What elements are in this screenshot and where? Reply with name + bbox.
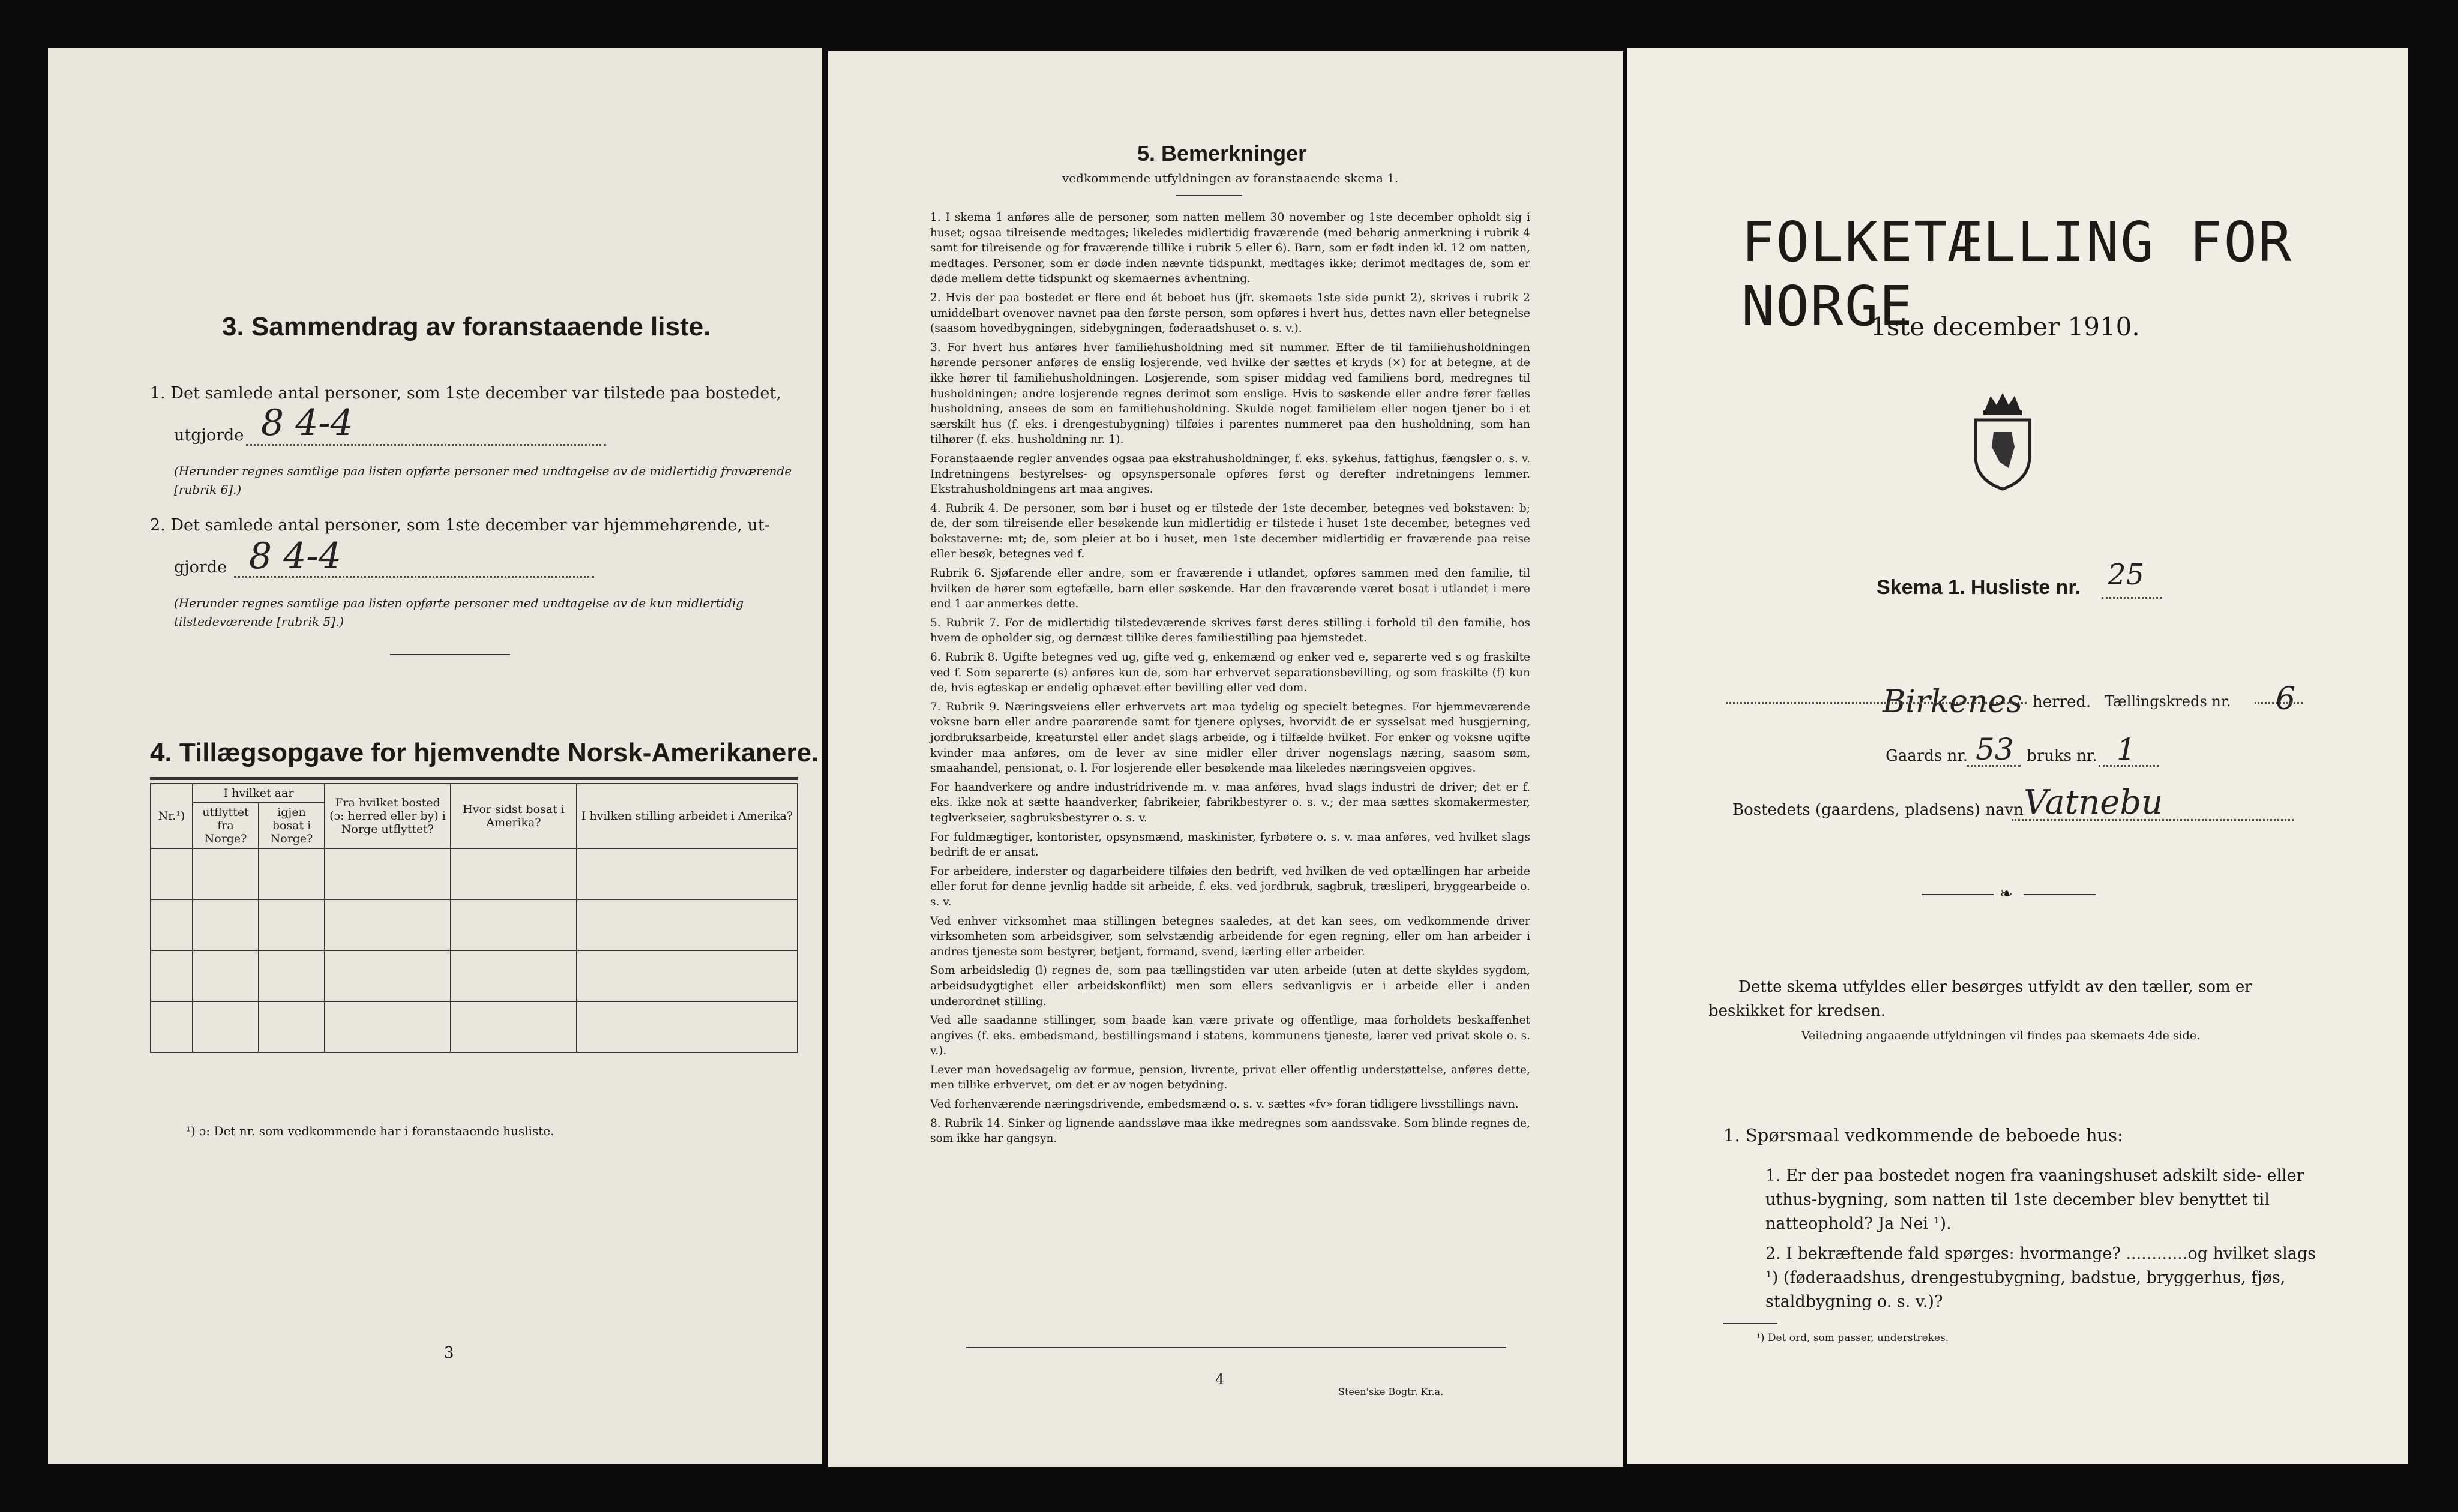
- col-stilling: I hvilken stilling arbeidet i Amerika?: [577, 784, 798, 848]
- q1-note: (Herunder regnes samtlige paa listen opførte personer med undtagelse av de midlertidig fraværende [rubrik 6].): [174, 464, 792, 497]
- col-group-year: I hvilket aar: [193, 784, 325, 803]
- remarks-body: [930, 210, 1530, 1150]
- remark-paragraph: For arbeidere, inderster og dagarbeidere tilføies den bedrift, ved hvilken de ved optællingen har arbeide eller forut for denne jevnlig hadde sit arbeide, f. eks. ved jordbruk, sagbruk, træsliperi, bryggearbeide o. s. v.: [930, 865, 1530, 908]
- page-number: 3: [444, 1344, 454, 1362]
- remark-paragraph: For haandverkere og andre industridrivende m. v. maa anføres, hvad slags industri de driver; det er f. eks. ikke nok at sætte haandverker, fabrikeier, fabrikbestyrer o. s. v.; der maa sættes skomakermester, teglverkseier, sagbruksbestyrer o. s. v.: [930, 781, 1530, 824]
- col-utflyttet: utflyttet fra Norge?: [193, 803, 259, 848]
- remark-paragraph: Ved alle saadanne stillinger, som baade kan være private og offentlige, maa forholdets beskaffenhet angives (f. eks. embedsmand, bestillingsmand i statens, kommunens tjeneste, lærer ved privat skole o. s. v.).: [930, 1014, 1530, 1058]
- remark-paragraph: Som arbeidsledig (l) regnes de, som paa tællingstiden var uten arbeide (uten at dette skyldes sygdom, arbeidsudygtighet eller arbeidskonflikt) men som ellers sedvanligvis er i arbeide eller i anden underordnet stilling.: [930, 964, 1530, 1008]
- col-igjen: igjen bosat i Norge?: [259, 803, 325, 848]
- herred-dotline: [1726, 702, 2027, 704]
- remark-paragraph: Ved forhenværende næringsdrivende, embedsmænd o. s. v. sættes «fv» foran tidligere livsstillings navn.: [930, 1098, 1519, 1111]
- page-right: [1627, 48, 2408, 1464]
- q1-prefix: utgjorde: [174, 426, 244, 445]
- section-3-title: 3. Sammendrag av foranstaaende liste.: [222, 312, 711, 341]
- table-top-rule: [150, 777, 798, 780]
- bruks-dotline: [2099, 765, 2159, 767]
- bruks-label: bruks nr.: [2027, 747, 2097, 765]
- gaards-dotline: [1967, 765, 2021, 767]
- herred-label: herred.: [2033, 693, 2091, 711]
- q2-prefix: gjorde: [174, 558, 227, 577]
- bosted-value: Vatnebu: [2024, 783, 2163, 822]
- q1-handwritten-count: 8 4-4: [261, 402, 353, 444]
- printer-credit: Steen'ske Bogtr. Kr.a.: [1338, 1386, 1444, 1397]
- kreds-value: 6: [2276, 681, 2296, 717]
- q1-text: 1. Det samlede antal personer, som 1ste december var tilstede paa bostedet,: [150, 384, 781, 403]
- page-middle: [828, 51, 1623, 1467]
- remark-paragraph: For fuldmægtiger, kontorister, opsynsmænd, maskinister, fyrbøtere o. s. v. maa anføres, ved hvilket slags bedrift de er ansat.: [930, 830, 1530, 859]
- divider: [390, 654, 510, 655]
- gaards-label: Gaards nr.: [1886, 747, 1968, 765]
- guide-note: Veiledning angaaende utfyldningen vil findes paa skemaets 4de side.: [1801, 1029, 2201, 1042]
- col-fra: Fra hvilket bosted (ɔ: herred eller by) i Norge utflyttet?: [325, 784, 451, 848]
- page-number: 4: [1215, 1371, 1225, 1388]
- remark-paragraph: 6. Rubrik 8. Ugifte betegnes ved ug, gifte ved g, enkemænd og enker ved e, separerte ved s og fraskilte ved f. Som separerte (s) anføres kun de, som har erhvervet separationsbevilling, og som fraskilte (f) kun de, hvis egteskap er endelig ophævet efter bevilling eller ved dom.: [930, 651, 1530, 695]
- footnote-rule: [1723, 1323, 1777, 1324]
- herred-value: Birkenes: [1883, 684, 2022, 720]
- remark-paragraph: 7. Rubrik 9. Næringsveiens eller erhvervets art maa tydelig og specielt betegnes. For hjemmeværende voksne barn eller andre paarørende samt for tjenere oplyses, hvorvidt de er sysselsat med husgjerning, jordbruksarbeide, kreaturstel eller andet slags arbeide, og i tilfælde hvilket. For enker og voksne ugifte kvinder maa anføres, om de lever av sine midler eller driver nogenslags næring, saasom søm, smaahandel, pensionat, o. l. For losjerende eller besøkende maa likeledes næringsveien opgives.: [930, 700, 1530, 775]
- q1-dotline: [246, 444, 606, 446]
- q2-dotline: [234, 576, 594, 578]
- census-title: FOLKETÆLLING FOR NORGE: [1741, 210, 2293, 338]
- remark-paragraph: Rubrik 6. Sjøfarende eller andre, som er fraværende i utlandet, opføres sammen med den familie, til hvilken de hører som egtefælle, barn eller søskende. Har den fraværende været bosat i utlandet i mere end 1 aar anmerkes dette.: [930, 567, 1530, 611]
- ornament-left: [1922, 894, 1994, 895]
- bruks-value: 1: [2117, 732, 2136, 767]
- table-footnote: ¹) ɔ: Det nr. som vedkommende har i foranstaaende husliste.: [186, 1124, 554, 1138]
- remark-paragraph: 2. Hvis der paa bostedet er flere end ét beboet hus (jfr. skemaets 1ste side punkt 2), skrives i rubrik 2 umiddelbart ovenover navnet paa den første person, som opføres i hvert hus, dettes navn eller betegnelse (saasom hovedbygningen, sidebygningen, føderaadshuset o. s. v.).: [930, 291, 1530, 335]
- remark-paragraph: 3. For hvert hus anføres hver familiehusholdning med sit nummer. Efter de til familiehusholdningen hørende personer anføres de enslig losjerende, ved hvilke der sættes et kryds (×) for at betegne, at de ikke hører til familiehusholdningen. Losjerende, som spiser middag ved familiens bord, medregnes til husholdningen; andre losjerende regnes derimot som enslige. Hvis to søskende eller andre fører fælles husholdning, ansees de som en familiehusholdning. Skulde noget familielem eller nogen tjener bo i et særskilt hus (f. eks. i drengestubygning) tilføies i parentes nummeret paa den husholdning, som han tilhører (f. eks. husholdning nr. 1).: [930, 341, 1530, 446]
- remark-paragraph: Foranstaaende regler anvendes ogsaa paa ekstrahusholdninger, f. eks. sykehus, fattighus, fængsler o. s. v. Indretningens bestyrelses- og opsynspersonale opføres først og derefter indretningens lemmer. Ekstrahusholdningens art maa angives.: [930, 452, 1530, 496]
- remark-paragraph: Ved enhver virksomhet maa stillingen betegnes saaledes, at det kan sees, om vedkommende driver virksomheten som arbeidsgiver, som selvstændig arbeidende for egen regning, eller om han arbeider i andres tjeneste som bestyrer, betjent, formand, svend, lærling eller arbeider.: [930, 914, 1530, 958]
- norsk-amerikanere-table: [150, 783, 798, 1053]
- remark-paragraph: 5. Rubrik 7. For de midlertidig tilstedeværende skrives først deres stilling i forhold til den familie, hos hvem de opholder sig, og dernæst tillike deres familiestilling paa hjemstedet.: [930, 616, 1530, 645]
- bosted-label: Bostedets (gaardens, pladsens) navn: [1732, 801, 2024, 819]
- footnote: ¹) Det ord, som passer, understrekes.: [1756, 1332, 1949, 1344]
- ornament-right: [2024, 894, 2096, 895]
- page-left: [48, 48, 822, 1464]
- remarks-title: 5. Bemerkninger: [1137, 141, 1307, 166]
- house-question-1: 1. Er der paa bostedet nogen fra vaaningshuset adskilt side- eller uthus-bygning, som natten til 1ste december blev benyttet til natteophold? Ja Nei ¹).: [1765, 1166, 2304, 1233]
- remark-paragraph: 1. I skema 1 anføres alle de personer, som natten mellem 30 november og 1ste december opholdt sig i huset; ogsaa tilreisende medtages; likeledes midlertidig fraværende (med behørig anmerkning i rubrik 4 samt for tilreisende og for fraværende tillike i rubrik 5 eller 6). Barn, som er født inden kl. 12 om natten, medtages. Personer, som er døde inden nævnte tidspunkt, medtages ikke; derimot medtages de, som er døde mellem dette tidspunkt og skemaernes avhentning.: [930, 211, 1530, 286]
- gaards-value: 53: [1976, 732, 2014, 767]
- house-question-2: 2. I bekræftende fald spørges: hvormange? ............og hvilket slags ¹) (føderaadshus, drengestubygning, badstue, bryggerhus, fjøs, staldbygning o. s. v.)?: [1765, 1244, 2316, 1311]
- q2-text: 2. Det samlede antal personer, som 1ste december var hjemmehørende, ut-: [150, 516, 770, 535]
- census-date: 1ste december 1910.: [1871, 312, 2140, 341]
- coat-of-arms-icon: [1967, 390, 2039, 492]
- q-section-title: 1. Spørsmaal vedkommende de beboede hus:: [1723, 1125, 2123, 1145]
- col-nr: Nr.¹): [151, 784, 193, 848]
- bottom-rule: [966, 1347, 1506, 1348]
- husliste-dotline: [2102, 597, 2162, 599]
- remarks-subtitle: vedkommende utfyldningen av foranstaaende skema 1.: [1062, 171, 1399, 185]
- kreds-label: Tællingskreds nr.: [2105, 693, 2231, 710]
- ornament-icon: ❧: [2000, 885, 2013, 903]
- remark-paragraph: Lever man hovedsagelig av formue, pension, livrente, privat eller offentlig understøttelse, anføres dette, men tillike erhvervet, om det er av nogen betydning.: [930, 1063, 1530, 1092]
- col-hvor: Hvor sidst bosat i Amerika?: [451, 784, 577, 848]
- table-row: [151, 899, 798, 950]
- q2-handwritten-count: 8 4-4: [249, 535, 341, 577]
- remark-paragraph: 8. Rubrik 14. Sinker og lignende aandssløve maa ikke medregnes som aandssvake. Som blinde regnes de, som ikke har gangsyn.: [930, 1117, 1530, 1145]
- table-row: [151, 848, 798, 899]
- remark-paragraph: 4. Rubrik 4. De personer, som bør i huset og er tilstede der 1ste december, betegnes ved bokstaven: b; de, der som tilreisende eller besøkende kun midlertidig er tilstede i huset 1ste december, betegnes ved bokstaverne: mt; de, som pleier at bo i huset, men 1ste december midlertidig er fraværende paa reise eller besøk, betegnes ved f.: [930, 502, 1530, 561]
- husliste-number: 25: [2108, 558, 2145, 592]
- skema-label: Skema 1. Husliste nr.: [1877, 576, 2081, 599]
- fill-note: Dette skema utfyldes eller besørges utfyldt av den tæller, som er beskikket for kredsen.: [1708, 978, 2252, 1020]
- table-row: [151, 950, 798, 1001]
- title-rule: [1176, 195, 1242, 196]
- table-row: [151, 1001, 798, 1052]
- kreds-dotline: [2255, 702, 2303, 704]
- section-4-title: 4. Tillægsopgave for hjemvendte Norsk-Amerikanere.: [150, 738, 819, 767]
- q2-note: (Herunder regnes samtlige paa listen opførte personer med undtagelse av de kun midlertidig tilstedeværende [rubrik 5].): [174, 596, 744, 629]
- bosted-dotline: [2012, 819, 2294, 821]
